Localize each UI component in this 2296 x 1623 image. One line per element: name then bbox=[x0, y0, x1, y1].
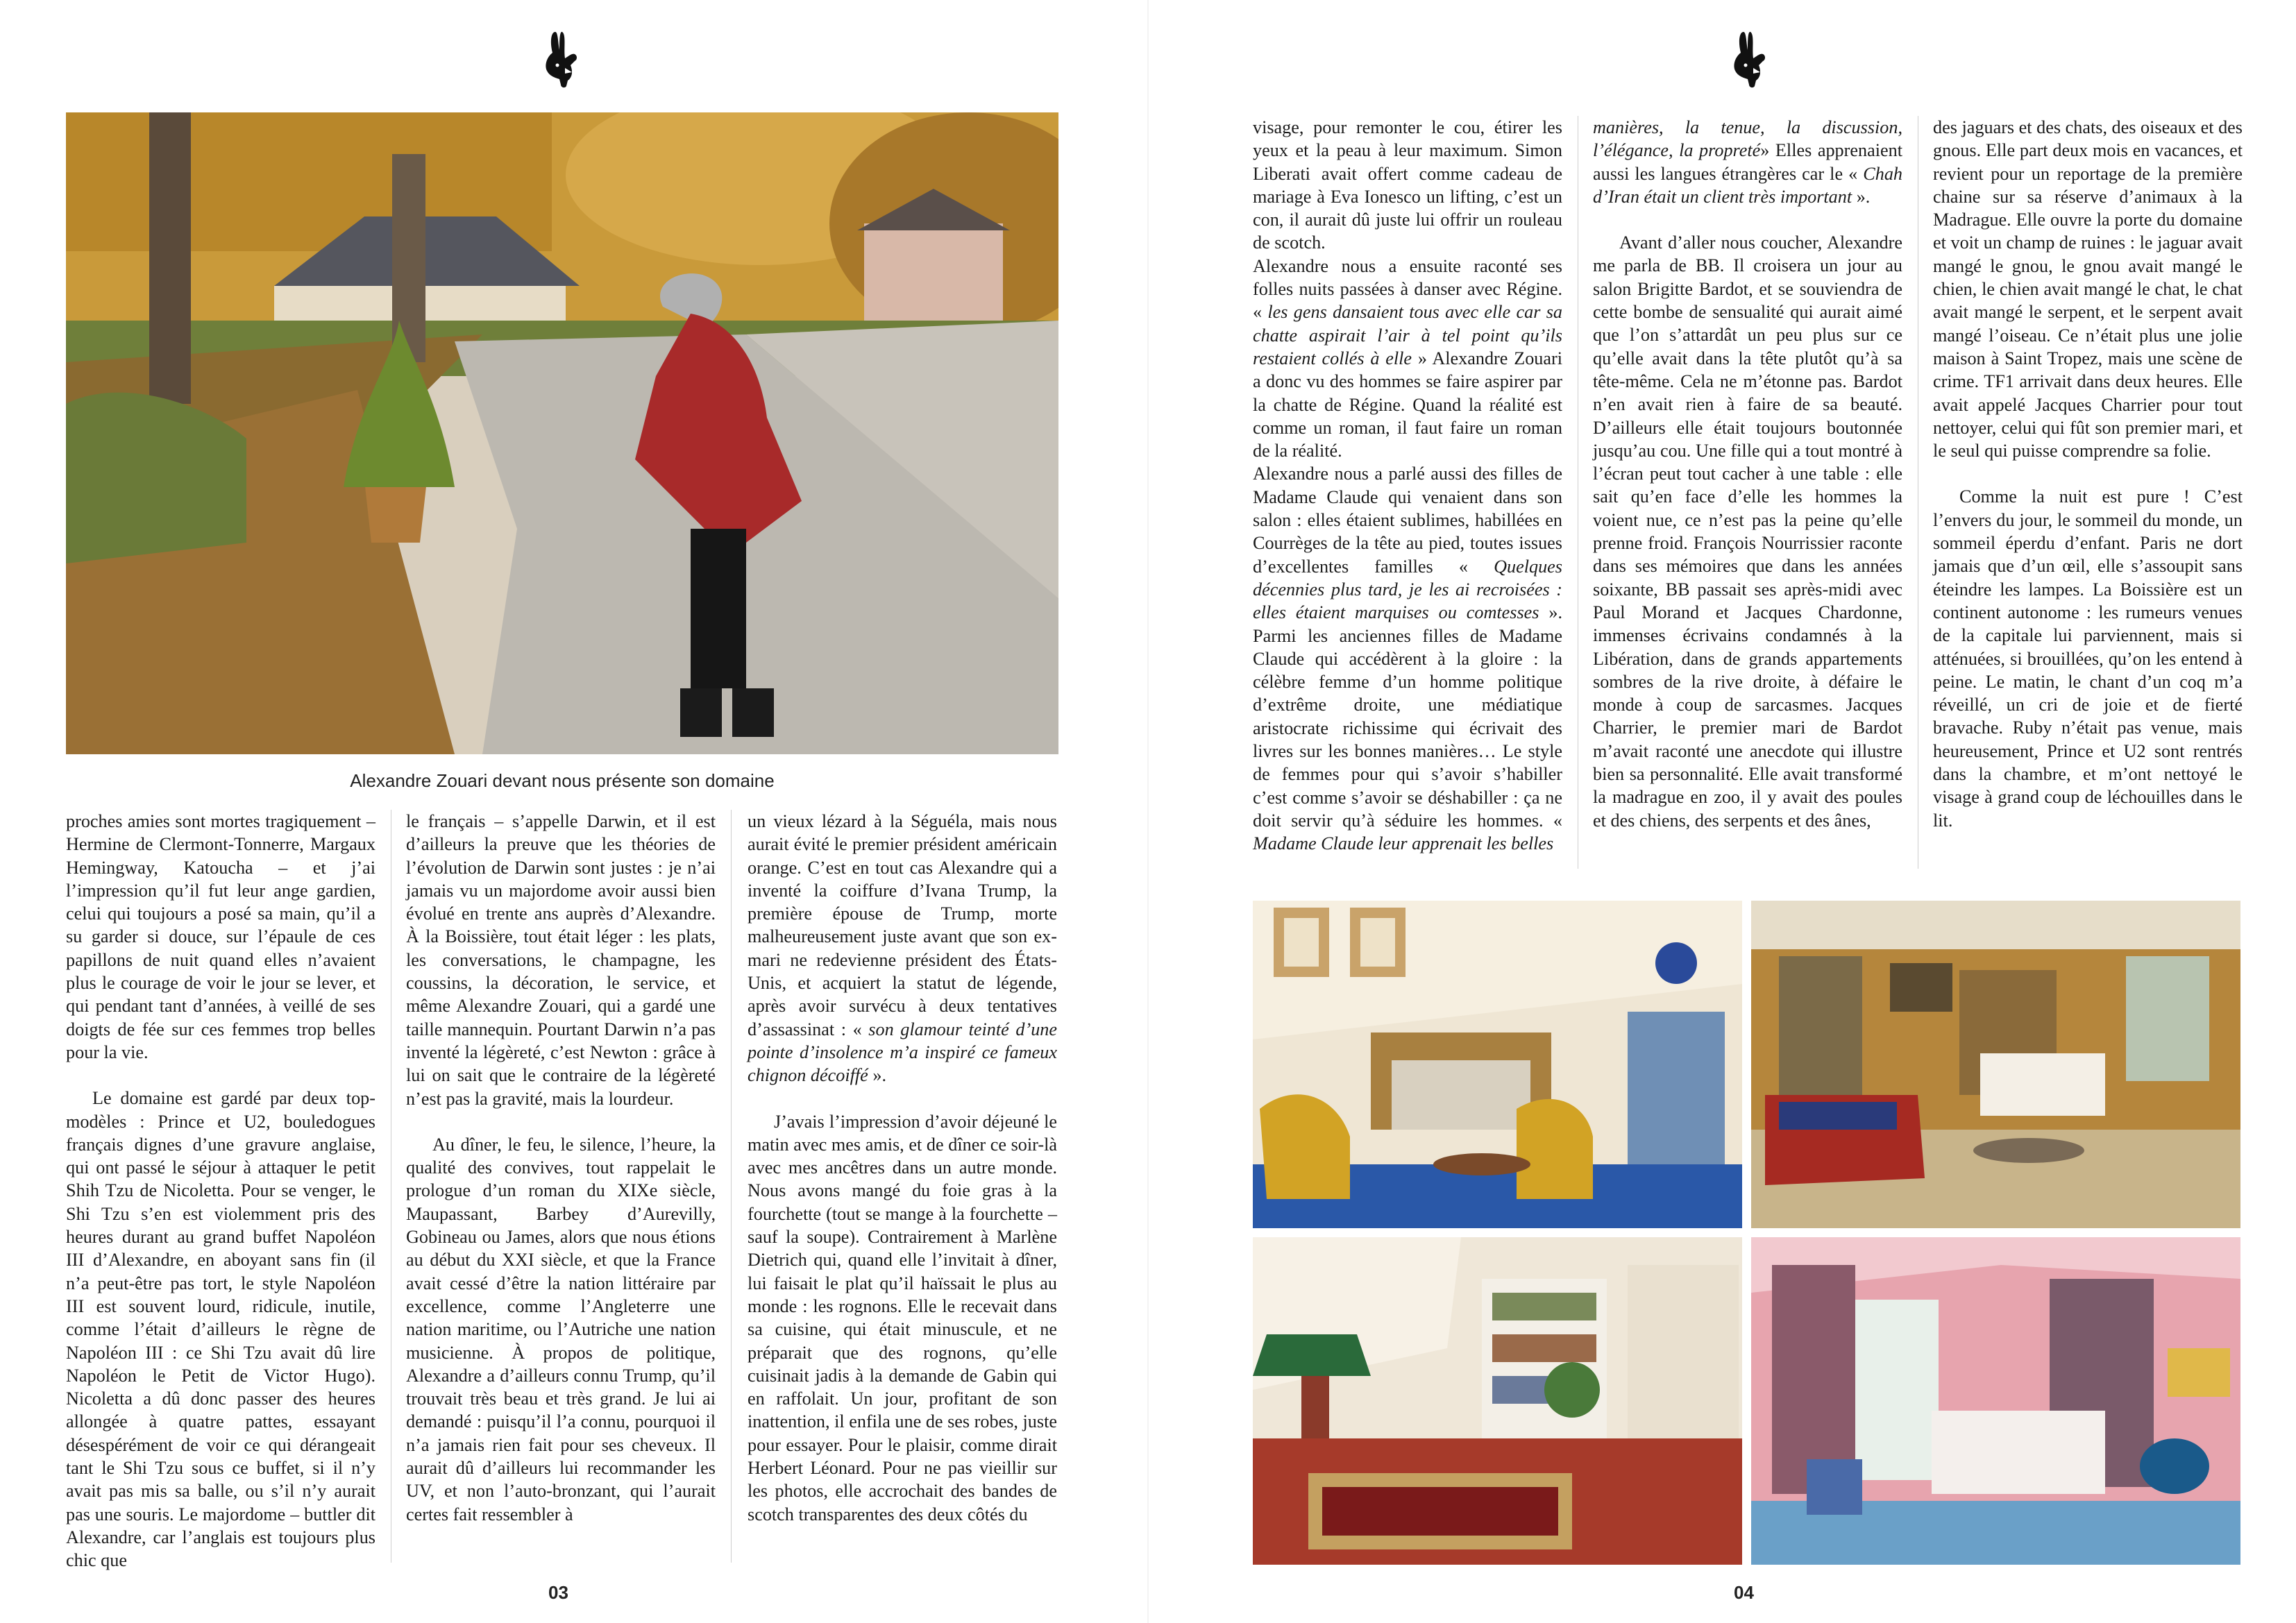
playboy-bunny-logo bbox=[1723, 29, 1771, 92]
page-number: 04 bbox=[1734, 1582, 1754, 1603]
left-column-3 bbox=[748, 810, 1057, 1526]
paragraph: manières, la tenue, la discussion, l’élégance, la propreté» Elles apprenaient aussi les langues étrangères car le « Chah d’Iran était un client très important ». bbox=[1593, 117, 1903, 207]
column-rule bbox=[731, 810, 732, 1563]
paragraph: Alexandre nous a ensuite raconté ses folles nuits passées à danser avec Régine. « les gens dansaient tous avec elle car sa chatte aspirait l’air à tel point qu’ils restaient collés à elle » Alexandre Zouari a donc vu des hommes se faire aspirer par la chatte de Régine. Quand la réalité est comme un roman, il faut faire un roman de la réalité. bbox=[1253, 255, 1562, 461]
paragraph: proches amies sont mortes tragiquement – Hermine de Clermont-Tonnerre, Margaux Hemingway, Katoucha – et j’ai l’impression qu’il fut leur ange gardien, celui qui toujours a posé sa main, qu’il a su garder si douce, sur l’épaule de ces papillons de nuit quand elles n’avaient plus le courage de voir le jour se lever, et qui pendant tant d’années, à veillé de ses doigts de fée sur ces femmes trop belles pour la vie. bbox=[66, 811, 375, 1062]
right-column-3 bbox=[1933, 116, 2243, 832]
playboy-bunny-logo bbox=[534, 29, 583, 92]
paragraph: Alexandre nous a parlé aussi des filles de Madame Claude qui venaient dans son salon : elles étaient sublimes, habillées en Courrèges de la tête au pied, toutes issues d’excellentes familles « Quelques décennies plus tard, je les ai recroisées : elles étaient marquises ou comtesses ». Parmi les anciennes filles de Madame Claude qui accédèrent à la gloire : la célèbre femme d’un homme politique d’extrême droite, une médiatique aristocrate richissime qui écrivait des livres sur les bonnes manières… Le style de femmes pour qui s’avoir s’habiller c’est comme s’avoir se déshabiller : ça ne doit servir qu’à séduire les hommes. « Madame Claude leur apprenait les belles bbox=[1253, 464, 1563, 854]
portrait-on-cobblestone-drive bbox=[66, 112, 1058, 754]
photo-caption: Alexandre Zouari devant nous présente son domaine bbox=[350, 770, 775, 791]
paragraph: Le domaine est gardé par deux top-modèles : Prince et U2, bouledogues français dignes d’une gravure anglaise, qui ont passé le séjour à attaquer le petit Shih Tzu de Nicoletta. Pour se venger, le Shi Tzu s’en est violemment pris des heures durant au grand buffet Napoléon III d’Alexandre, en aboyant sans fin (il n’a peut-être pas tort, le style Napoléon III est souvent lourd, ridicule, inutile, comme l’était d’ailleurs le règne de Napoléon III : ce Shi Tzu avait dû lire Napoléon le Petit de Victor Hugo). Nicoletta a dû donc passer des heures allongée à quatre pattes, essayant désespérément de voir ce qui dérangeait tant le Shi Tzu sous ce buffet, si il n’y avait pas mis sa balle, ou s’il n’y aurait pas une souris. Le majordome – buttler dit Alexandre, car l’anglais est toujours plus chic que bbox=[66, 1088, 375, 1571]
paragraph: visage, pour remonter le cou, étirer les yeux et la peau à leur maximum. Simon Liberati avait offert comme cadeau de mariage à Eva Ionesco un lifting, c’est un con, il aurait dû juste lui offrir un rouleau de scotch. bbox=[1253, 117, 1562, 253]
paragraph: J’avais l’impression d’avoir déjeuné le matin avec mes amis, et de dîner ce soir-là avec mes ancêtres dans un autre monde. Nous avons mangé du foie gras à la fourchette (tout se mange à la fourchette – sauf la soupe). Contrairement à Marlène Dietrich qui, quand elle l’invitait à dîner, lui faisait le plat qu’il haïssait le plus au monde : les rognons. Elle le recevait dans sa cuisine, qui était minuscule, et ne préparait que des rognons, qu’elle cuisinait jadis à la demande de Gabin qui en raffolait. Un jour, profitant de son inattention, il enfila une de ses robes, juste pour essayer. Pour le plaisir, comme dirait Herbert Léonard. Pour ne pas vieillir sur les photos, elle accrochait des bandes de scotch transparentes des deux côtés du bbox=[748, 1111, 1057, 1524]
right-column-2 bbox=[1593, 116, 1902, 832]
living-room-red-sofa bbox=[1751, 901, 2240, 1228]
bedroom-yellow-armchairs bbox=[1253, 901, 1742, 1228]
library-room-green-lamp bbox=[1253, 1237, 1742, 1565]
right-column-1 bbox=[1253, 116, 1562, 856]
paragraph: un vieux lézard à la Séguéla, mais nous aurait évité le premier président américain orange. C’est en tout cas Alexandre qui a inventé la coiffure d’Ivana Trump, la première épouse de Trump, morte malheureusement juste avant que son ex-mari ne redevienne président des États-Unis, et acquiert la statut de légende, après avoir survécu à deux tentatives d’assassinat : « son glamour teinté d’une pointe d’insolence m’a inspiré ce fameux chignon décoiffé ». bbox=[748, 811, 1058, 1086]
paragraph: le français – s’appelle Darwin, et il est d’ailleurs la preuve que les théories de l’évolution de Darwin sont justes : je n’ai jamais vu un majordome avoir aussi bien évolué en trente ans auprès d’Alexandre. À la Boissière, tout était léger : les plats, les conversations, le champagne, les coussins, la décoration, le service, et même Alexandre Zouari, qui a gardé une taille mannequin. Pourtant Darwin n’a pas inventé la légèreté, c’est Newton : grâce à lui on sait que le contraire de la légèreté n’est pas la gravité, mais la lourdeur. bbox=[406, 811, 716, 1109]
page-number: 03 bbox=[548, 1582, 568, 1603]
left-column-2 bbox=[406, 810, 716, 1526]
left-column-1 bbox=[66, 810, 375, 1572]
paragraph: Comme la nuit est pure ! C’est l’envers du jour, le sommeil du monde, un sommeil éperdu d’enfant. Paris ne dort jamais que d’un œil, elle s’assoupit sans éteindre les lampes. La Boissière est un continent autonome : les rumeurs venues de la capitale lui parviennent, mais si atténuées, si brouillées, qu’on les entend à peine. Le matin, le chant d’un coq m’a réveillé, un cri de joie et de fierté bravache. Ruby n’était pas venue, mais heureusement, Prince et U2 sont rentrés dans la chambre, et m’ont nettoyé le visage à grand coup de léchouilles dans le lit. bbox=[1933, 486, 2243, 831]
paragraph: des jaguars et des chats, des oiseaux et des gnous. Elle part deux mois en vacances, et revient pour un reportage de la première chaine sur sa réserve d’animaux à la Madrague. Elle ouvre la porte du domaine et voit un champ de ruines : le jaguar avait mangé le gnou, le gnou avait mangé le chien, le chien avait mangé le chat, le chat avait mangé le serpent, et le serpent avait mangé l’oiseau. Ce n’était plus une jolie maison à Saint Tropez, mais une scène de crime. TF1 arrivait dans deux heures. Elle avait appelé Jacques Charrier pour tout nettoyer, celui qui fût son premier mari, et le seul qui puisse comprendre sa folie. bbox=[1933, 117, 2243, 461]
pink-bedroom bbox=[1751, 1237, 2240, 1565]
paragraph: Avant d’aller nous coucher, Alexandre me parla de BB. Il croisera un jour au salon Brigitte Bardot, et se souviendra de cette bombe de sensualité qui aurait aimé que l’on s’attardât un peu plus sur ce qu’elle avait dans la tête plutôt qu’à sa tête-même. Cela ne m’étonne pas. Bardot n’en avait rien à faire de sa beauté. D’ailleurs elle était toujours boutonnée jusqu’au cou. Une fille qui a tout montré à l’écran peut tout cacher à une table : elle sait qu’en face d’elle les hommes la voient nue, ce n’est pas la peine qu’elle prenne froid. François Nourrissier raconte dans ses mémoires que dans les années soixante, BB passait ses après-midi avec Paul Morand et Jacques Chardonne, immenses écrivains condamnés à la Libération, dans de grands appartements sombres de la rive droite, à défaire le monde à coup de sarcasmes. Jacques Charrier, le premier mari de Bardot m’avait raconté une anecdote qui illustre bien sa personnalité. Elle avait transformé la madrague en zoo, il y avait des poules et des chiens, des serpents et des ânes, bbox=[1593, 232, 1902, 831]
paragraph: Au dîner, le feu, le silence, l’heure, la qualité des convives, tout rappelait le prologue d’un roman du XIXe siècle, Maupassant, Barbey d’Aurevilly, Gobineau ou James, alors que nous étions au début du XXI siècle, et que la France avait cessé d’être la nation littéraire par excellence, comme l’Angleterre une nation maritime, ou l’Autriche une nation musicienne. À propos de politique, Alexandre a d’ailleurs connu Trump, qu’il trouvait très beau et très grand. Je lui ai demandé : puisqu’il l’a connu, pourquoi il n’a jamais rien fait pour ses cheveux. Il aurait dû d’ailleurs lui recommander les UV, et non l’auto-bronzant, qui l’aurait certes fait ressembler à bbox=[406, 1134, 716, 1524]
spread-gutter bbox=[1147, 0, 1149, 1623]
